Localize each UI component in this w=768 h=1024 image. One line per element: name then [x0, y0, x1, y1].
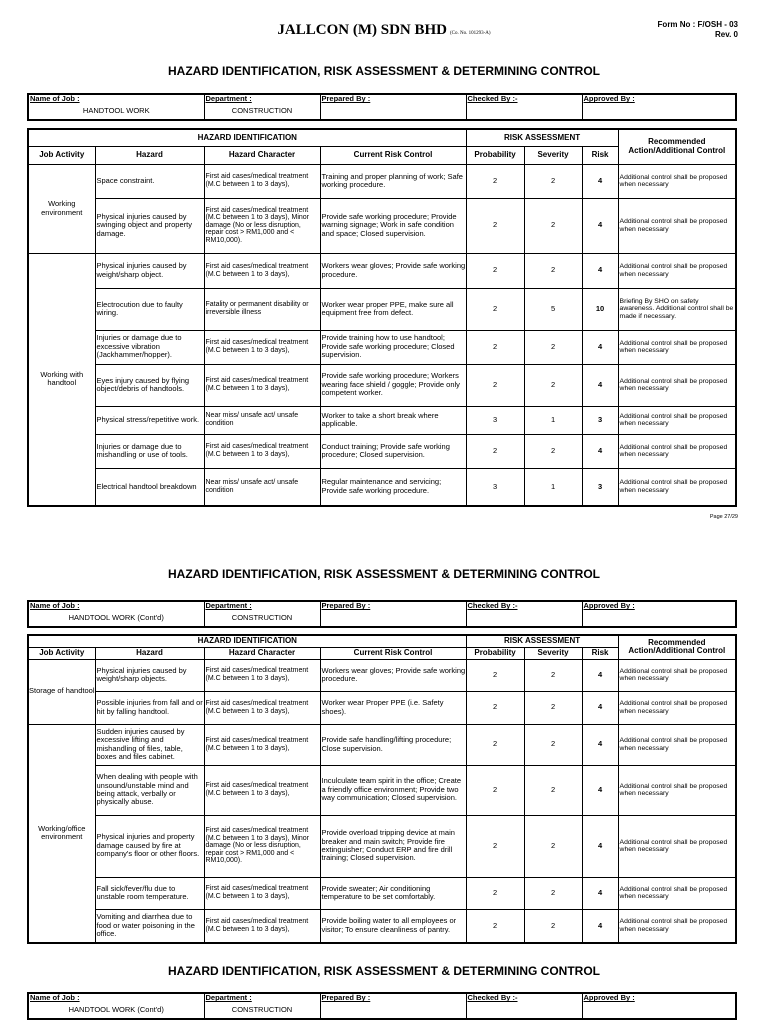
company-registration: (Co. No. 101293-A) [450, 31, 491, 36]
severity-cell: 2 [524, 434, 582, 468]
severity-cell: 2 [524, 330, 582, 364]
risk-cell: 4 [582, 253, 618, 288]
hazard-character-header: Hazard Character [204, 146, 320, 164]
severity-cell: 2 [524, 691, 582, 724]
risk-cell: 4 [582, 765, 618, 815]
recommended-action-cell: Additional control shall be proposed when necessary [618, 468, 736, 506]
name-of-job-label: Name of Job : [28, 601, 204, 611]
recommended-action-cell: Additional control shall be proposed when necessary [618, 364, 736, 406]
risk-cell: 4 [582, 909, 618, 943]
hazard-table [27, 634, 737, 944]
prepared-by-label: Prepared By : [320, 94, 466, 104]
table-row [28, 198, 736, 253]
table-row [28, 724, 736, 765]
prepared-by-value [320, 611, 466, 627]
job-info-values [28, 1003, 736, 1019]
hazard-cell: Injuries or damage due to excessive vibration (Jackhammer/hopper). [95, 330, 204, 364]
current-risk-control-header: Current Risk Control [320, 647, 466, 659]
checked-by-label: Checked By :- [466, 94, 582, 104]
hazard-cell: Physical injuries caused by weight/sharp object. [95, 253, 204, 288]
risk-control-cell: Training and proper planning of work; Safe working procedure. [320, 164, 466, 198]
prepared-by-value [320, 104, 466, 120]
hazard-cell: Electrocution due to faulty wiring. [95, 288, 204, 330]
job-info-labels [28, 94, 736, 104]
hazard-character-cell: First aid cases/medical treatment (M.C between 1 to 3 days), [204, 765, 320, 815]
hazard-cell: Physical injuries and property damage caused by fire at company's floor or other floors. [95, 815, 204, 877]
recommended-action-header: Recommended Action/Additional Control [618, 129, 736, 164]
approved-by-value [582, 104, 736, 120]
table-group-header [28, 129, 736, 146]
hazard-header: Hazard [95, 146, 204, 164]
recommended-action-cell: Additional control shall be proposed when necessary [618, 253, 736, 288]
table-row [28, 253, 736, 288]
risk-assessment-header: RISK ASSESSMENT [466, 129, 618, 146]
risk-cell: 3 [582, 406, 618, 434]
hazard-character-cell: First aid cases/medical treatment (M.C between 1 to 3 days), [204, 659, 320, 691]
hazard-cell: When dealing with people with unsound/unstable mind and being attack, verbally or physically abuse. [95, 765, 204, 815]
job-activity-cell: Working/office environment [28, 724, 95, 943]
risk-cell: 4 [582, 691, 618, 724]
hazard-cell: Possible injuries from fall and or hit by falling handtool. [95, 691, 204, 724]
table-row [28, 691, 736, 724]
risk-cell: 4 [582, 877, 618, 909]
hazard-character-cell: First aid cases/medical treatment (M.C between 1 to 3 days), [204, 164, 320, 198]
risk-header: Risk [582, 647, 618, 659]
severity-cell: 1 [524, 468, 582, 506]
section-title: HAZARD IDENTIFICATION, RISK ASSESSMENT & DETERMINING CONTROL [168, 567, 600, 581]
form-no-label: Form No : F/OSH - 03 [657, 20, 738, 29]
risk-cell: 4 [582, 659, 618, 691]
probability-cell: 2 [466, 198, 524, 253]
recommended-action-cell: Additional control shall be proposed when necessary [618, 434, 736, 468]
name-of-job-value: HANDTOOL WORK [28, 104, 204, 120]
hazard-character-cell: First aid cases/medical treatment (M.C between 1 to 3 days), [204, 434, 320, 468]
risk-cell: 4 [582, 330, 618, 364]
checked-by-value [466, 611, 582, 627]
probability-cell: 3 [466, 468, 524, 506]
risk-control-cell: Provide safe working procedure; Workers wearing face shield / goggle; Provide only competent worker. [320, 364, 466, 406]
hazard-character-cell: Fatality or permanent disability or irreversible illness [204, 288, 320, 330]
table-row [28, 877, 736, 909]
job-info-values [28, 104, 736, 120]
recommended-action-header: Recommended Action/Additional Control [618, 635, 736, 659]
company-title: JALLCON (M) SDN BHD [277, 22, 448, 38]
recommended-action-cell: Briefing By SHO on safety awareness. Additional control shall be made if necessary. [618, 288, 736, 330]
severity-cell: 2 [524, 765, 582, 815]
probability-cell: 2 [466, 877, 524, 909]
department-label: Department : [204, 94, 320, 104]
prepared-by-value [320, 1003, 466, 1019]
recommended-action-cell: Additional control shall be proposed when necessary [618, 877, 736, 909]
name-of-job-value: HANDTOOL WORK (Cont'd) [28, 611, 204, 627]
hazard-character-cell: First aid cases/medical treatment (M.C between 1 to 3 days), [204, 724, 320, 765]
risk-assessment-header: RISK ASSESSMENT [466, 635, 618, 647]
risk-control-cell: Regular maintenance and servicing; Provide safe working procedure. [320, 468, 466, 506]
page-number: Page 27/29 [709, 514, 738, 520]
risk-control-cell: Provide safe handling/lifting procedure; Close supervision. [320, 724, 466, 765]
risk-control-cell: Worker wear Proper PPE (i.e. Safety shoes). [320, 691, 466, 724]
job-info-table [27, 992, 737, 1020]
checked-by-label: Checked By :- [466, 601, 582, 611]
recommended-action-cell: Additional control shall be proposed when necessary [618, 724, 736, 765]
risk-cell: 3 [582, 468, 618, 506]
probability-header: Probability [466, 146, 524, 164]
hazard-character-cell: First aid cases/medical treatment (M.C between 1 to 3 days), [204, 253, 320, 288]
name-of-job-label: Name of Job : [28, 993, 204, 1003]
probability-header: Probability [466, 647, 524, 659]
approved-by-label: Approved By : [582, 94, 736, 104]
hazard-character-cell: Near miss/ unsafe act/ unsafe condition [204, 406, 320, 434]
hazard-character-header: Hazard Character [204, 647, 320, 659]
hazard-character-cell: First aid cases/medical treatment (M.C between 1 to 3 days), [204, 364, 320, 406]
risk-control-cell: Workers wear gloves; Provide safe working procedure. [320, 659, 466, 691]
risk-cell: 4 [582, 198, 618, 253]
department-value: CONSTRUCTION [204, 611, 320, 627]
name-of-job-value: HANDTOOL WORK (Cont'd) [28, 1003, 204, 1019]
severity-header: Severity [524, 647, 582, 659]
risk-control-cell: Inculculate team spirit in the office; Create a friendly office environment; Provide two way communication; Closed supervision. [320, 765, 466, 815]
table-row [28, 164, 736, 198]
prepared-by-label: Prepared By : [320, 601, 466, 611]
probability-cell: 2 [466, 815, 524, 877]
probability-cell: 2 [466, 164, 524, 198]
job-info-table [27, 600, 737, 628]
probability-cell: 2 [466, 691, 524, 724]
severity-header: Severity [524, 146, 582, 164]
hazard-cell: Injuries or damage due to mishandling or use of tools. [95, 434, 204, 468]
table-group-header [28, 635, 736, 647]
hazard-cell: Space constraint. [95, 164, 204, 198]
approved-by-label: Approved By : [582, 993, 736, 1003]
severity-cell: 5 [524, 288, 582, 330]
table-row [28, 765, 736, 815]
department-label: Department : [204, 601, 320, 611]
checked-by-value [466, 104, 582, 120]
hazard-identification-header: HAZARD IDENTIFICATION [28, 635, 466, 647]
hazard-cell: Fall sick/fever/flu due to unstable room temperature. [95, 877, 204, 909]
table-row [28, 364, 736, 406]
prepared-by-label: Prepared By : [320, 993, 466, 1003]
risk-cell: 4 [582, 434, 618, 468]
job-info-labels [28, 993, 736, 1003]
table-row [28, 406, 736, 434]
hazard-character-cell: Near miss/ unsafe act/ unsafe condition [204, 468, 320, 506]
probability-cell: 2 [466, 659, 524, 691]
hazard-header: Hazard [95, 647, 204, 659]
severity-cell: 2 [524, 364, 582, 406]
hazard-cell: Sudden injuries caused by excessive lifting and mishandling of files, table, boxes and files cabinet. [95, 724, 204, 765]
department-value: CONSTRUCTION [204, 104, 320, 120]
revision-label: Rev. 0 [715, 30, 738, 39]
recommended-action-cell: Additional control shall be proposed when necessary [618, 406, 736, 434]
severity-cell: 2 [524, 815, 582, 877]
checked-by-label: Checked By :- [466, 993, 582, 1003]
risk-cell: 10 [582, 288, 618, 330]
hazard-character-cell: First aid cases/medical treatment (M.C between 1 to 3 days), [204, 330, 320, 364]
severity-cell: 2 [524, 164, 582, 198]
hazard-character-cell: First aid cases/medical treatment (M.C between 1 to 3 days), [204, 877, 320, 909]
table-row [28, 909, 736, 943]
severity-cell: 2 [524, 909, 582, 943]
hazard-cell: Physical injuries caused by weight/sharp objects. [95, 659, 204, 691]
job-info-labels [28, 601, 736, 611]
severity-cell: 1 [524, 406, 582, 434]
form-number [658, 20, 738, 40]
recommended-action-cell: Additional control shall be proposed when necessary [618, 659, 736, 691]
table-row [28, 815, 736, 877]
checked-by-value [466, 1003, 582, 1019]
probability-cell: 3 [466, 406, 524, 434]
hazard-character-cell: First aid cases/medical treatment (M.C between 1 to 3 days), Minor damage (No or less disruption, repair cost > RM1,000 and < RM10,000). [204, 815, 320, 877]
probability-cell: 2 [466, 724, 524, 765]
approved-by-value [582, 611, 736, 627]
severity-cell: 2 [524, 877, 582, 909]
name-of-job-label: Name of Job : [28, 94, 204, 104]
current-risk-control-header: Current Risk Control [320, 146, 466, 164]
hazard-cell: Physical stress/repetitive work. [95, 406, 204, 434]
recommended-action-cell: Additional control shall be proposed when necessary [618, 164, 736, 198]
department-value: CONSTRUCTION [204, 1003, 320, 1019]
recommended-action-cell: Additional control shall be proposed when necessary [618, 815, 736, 877]
probability-cell: 2 [466, 330, 524, 364]
probability-cell: 2 [466, 288, 524, 330]
hazard-character-cell: First aid cases/medical treatment (M.C between 1 to 3 days), [204, 909, 320, 943]
hazard-table [27, 128, 737, 507]
table-row [28, 659, 736, 691]
probability-cell: 2 [466, 364, 524, 406]
job-activity-header: Job Activity [28, 146, 95, 164]
hazard-cell: Electrical handtool breakdown [95, 468, 204, 506]
recommended-action-cell: Additional control shall be proposed when necessary [618, 330, 736, 364]
job-info-table [27, 93, 737, 121]
risk-header: Risk [582, 146, 618, 164]
department-label: Department : [204, 993, 320, 1003]
risk-control-cell: Worker wear proper PPE, make sure all equipment free from defect. [320, 288, 466, 330]
probability-cell: 2 [466, 765, 524, 815]
recommended-action-cell: Additional control shall be proposed when necessary [618, 691, 736, 724]
table-row [28, 288, 736, 330]
risk-control-cell: Conduct training; Provide safe working procedure; Closed supervision. [320, 434, 466, 468]
job-info-values [28, 611, 736, 627]
severity-cell: 2 [524, 198, 582, 253]
approved-by-label: Approved By : [582, 601, 736, 611]
risk-cell: 4 [582, 724, 618, 765]
severity-cell: 2 [524, 253, 582, 288]
hazard-cell: Vomiting and diarrhea due to food or water poisoning in the office. [95, 909, 204, 943]
probability-cell: 2 [466, 253, 524, 288]
risk-cell: 4 [582, 164, 618, 198]
probability-cell: 2 [466, 434, 524, 468]
recommended-action-cell: Additional control shall be proposed when necessary [618, 909, 736, 943]
risk-control-cell: Worker to take a short break where applicable. [320, 406, 466, 434]
job-activity-header: Job Activity [28, 647, 95, 659]
company-name [0, 22, 768, 39]
hazard-character-cell: First aid cases/medical treatment (M.C between 1 to 3 days), [204, 691, 320, 724]
risk-control-cell: Provide training how to use handtool; Provide safe working procedure; Closed supervision. [320, 330, 466, 364]
risk-control-cell: Provide sweater; Air conditioning temperature to be set comfortably. [320, 877, 466, 909]
risk-cell: 4 [582, 364, 618, 406]
risk-control-cell: Workers wear gloves; Provide safe working procedure. [320, 253, 466, 288]
table-row [28, 330, 736, 364]
job-activity-cell: Working environment [28, 164, 95, 253]
hazard-character-cell: First aid cases/medical treatment (M.C between 1 to 3 days), Minor damage (No or less disruption, repair cost > RM1,000 and < RM10,000). [204, 198, 320, 253]
table-row [28, 434, 736, 468]
section-title: HAZARD IDENTIFICATION, RISK ASSESSMENT & DETERMINING CONTROL [168, 964, 600, 978]
job-activity-cell: Storage of handtool [28, 659, 95, 724]
recommended-action-cell: Additional control shall be proposed when necessary [618, 765, 736, 815]
section-title: HAZARD IDENTIFICATION, RISK ASSESSMENT & DETERMINING CONTROL [168, 64, 600, 78]
table-row [28, 468, 736, 506]
hazard-cell: Physical injuries caused by swinging object and property damage. [95, 198, 204, 253]
hazard-cell: Eyes injury caused by flying object/debris of handtools. [95, 364, 204, 406]
job-activity-cell: Working with handtool [28, 253, 95, 506]
approved-by-value [582, 1003, 736, 1019]
severity-cell: 2 [524, 659, 582, 691]
risk-control-cell: Provide safe working procedure; Provide warning signage; Work in safe condition and space; Closed supervision. [320, 198, 466, 253]
recommended-action-cell: Additional control shall be proposed when necessary [618, 198, 736, 253]
probability-cell: 2 [466, 909, 524, 943]
severity-cell: 2 [524, 724, 582, 765]
hazard-identification-header: HAZARD IDENTIFICATION [28, 129, 466, 146]
risk-cell: 4 [582, 815, 618, 877]
risk-control-cell: Provide overload tripping device at main breaker and main switch; Provide fire extinguisher; Conduct ERP and fire drill training; Closed supervision. [320, 815, 466, 877]
risk-control-cell: Provide boiling water to all employees or visitor; To ensure cleanliness of pantry. [320, 909, 466, 943]
